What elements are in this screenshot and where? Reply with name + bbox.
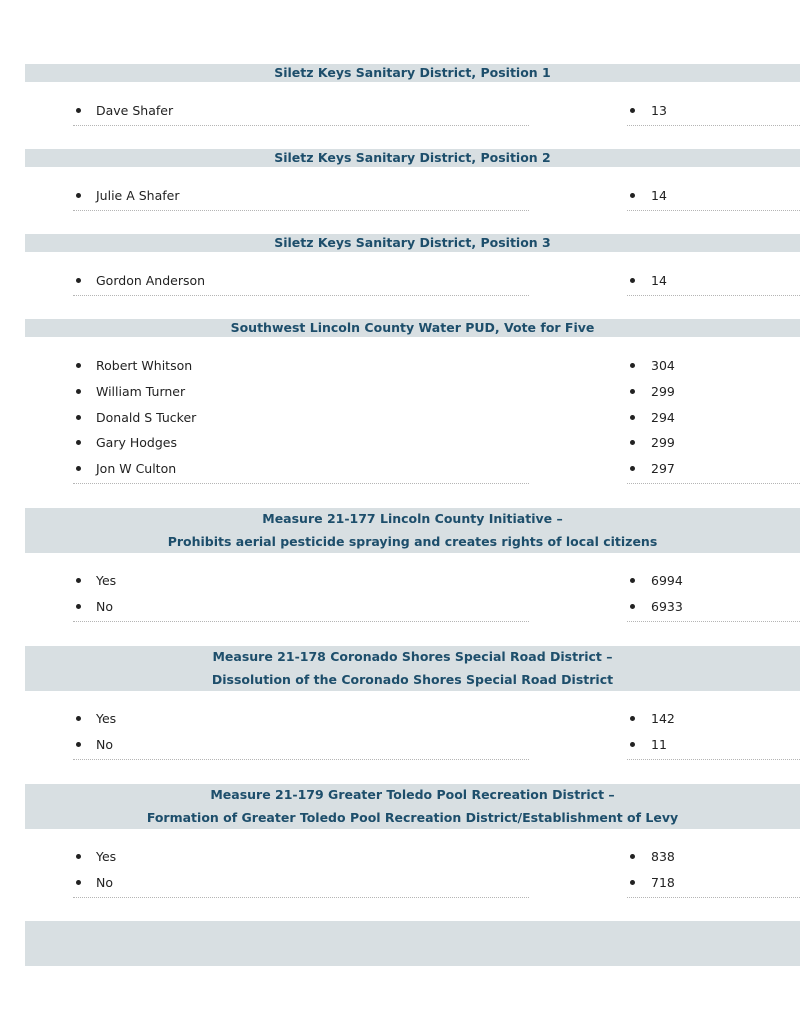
candidate-name: Gary Hodges	[96, 435, 177, 451]
bullet-icon	[76, 604, 81, 609]
vote-row	[627, 269, 800, 296]
vote-row	[627, 569, 800, 595]
bullet-icon	[76, 440, 81, 445]
candidate-row	[73, 457, 529, 484]
vote-count: 142	[651, 711, 675, 726]
candidate-row	[73, 845, 529, 871]
bullet-icon	[76, 742, 81, 747]
candidate-name: Julie A Shafer	[96, 188, 180, 203]
vote-count: 14	[651, 273, 667, 288]
bullet-icon	[76, 363, 81, 368]
section-title-line: Prohibits aerial pesticide spraying and creates rights of local citizens	[167, 533, 658, 549]
section-title-line: Dissolution of the Coronado Shores Special Road District	[211, 671, 614, 687]
vote-count: 294	[651, 409, 675, 425]
candidate-row	[73, 99, 529, 126]
bullet-icon	[630, 854, 635, 859]
candidate-row	[73, 595, 529, 622]
candidate-row	[73, 871, 529, 898]
candidate-name: Gordon Anderson	[96, 273, 206, 288]
bullet-icon	[630, 415, 635, 420]
vote-count: 304	[651, 358, 675, 373]
bullet-icon	[76, 466, 81, 471]
section-title-line: Siletz Keys Sanitary District, Position 1	[274, 65, 551, 80]
section-header	[25, 234, 800, 252]
candidate-row	[73, 380, 529, 406]
vote-row	[627, 733, 800, 760]
candidate-name: Yes	[96, 849, 117, 864]
section-header	[25, 508, 800, 553]
section-title-line: Measure 21-177 Lincoln County Initiative –	[262, 511, 563, 526]
bullet-icon	[630, 108, 635, 113]
section-header	[25, 646, 800, 691]
vote-count: 6994	[651, 573, 683, 588]
candidate-row	[73, 707, 529, 733]
bullet-icon	[76, 193, 81, 198]
vote-row	[627, 595, 800, 622]
vote-count: 297	[651, 461, 675, 477]
vote-count: 6933	[651, 598, 683, 614]
candidate-name: No	[96, 874, 113, 890]
bullet-icon	[76, 716, 81, 721]
section-title-line: Southwest Lincoln County Water PUD, Vote for Five	[230, 320, 595, 335]
bullet-icon	[76, 108, 81, 113]
vote-row	[627, 184, 800, 211]
bullet-icon	[76, 415, 81, 420]
vote-row	[627, 871, 800, 898]
candidate-row	[73, 431, 529, 457]
vote-row	[627, 99, 800, 126]
vote-count: 718	[651, 874, 675, 890]
bullet-icon	[630, 578, 635, 583]
empty-section-bar	[25, 921, 800, 966]
vote-row	[627, 457, 800, 484]
bullet-icon	[630, 389, 635, 394]
bullet-icon	[630, 278, 635, 283]
bullet-icon	[76, 389, 81, 394]
vote-row	[627, 707, 800, 733]
candidate-row	[73, 269, 529, 296]
candidate-row	[73, 569, 529, 595]
section-title-line: Measure 21-179 Greater Toledo Pool Recreation District –	[210, 787, 615, 802]
bullet-icon	[630, 604, 635, 609]
vote-count: 13	[651, 103, 667, 118]
section-title-line: Siletz Keys Sanitary District, Position 2	[274, 150, 551, 165]
bullet-icon	[630, 466, 635, 471]
section-header	[25, 149, 800, 167]
candidate-row	[73, 733, 529, 760]
vote-count: 838	[651, 849, 675, 864]
candidate-name: No	[96, 598, 113, 614]
candidate-row	[73, 354, 529, 380]
vote-row	[627, 406, 800, 432]
candidate-name: Robert Whitson	[96, 358, 193, 373]
candidate-name: Yes	[96, 711, 117, 726]
vote-row	[627, 354, 800, 380]
bullet-icon	[76, 278, 81, 283]
vote-count: 11	[651, 736, 667, 752]
vote-row	[627, 845, 800, 871]
bullet-icon	[76, 854, 81, 859]
bullet-icon	[630, 440, 635, 445]
bullet-icon	[630, 716, 635, 721]
section-header	[25, 319, 800, 337]
section-header	[25, 64, 800, 82]
vote-count: 299	[651, 383, 675, 399]
candidate-name: Yes	[96, 573, 117, 588]
candidate-name: Jon W Culton	[96, 461, 177, 477]
vote-row	[627, 431, 800, 457]
section-title-line: Measure 21-178 Coronado Shores Special Road District –	[212, 649, 613, 664]
vote-count: 14	[651, 188, 667, 203]
bullet-icon	[76, 880, 81, 885]
candidate-name: William Turner	[96, 383, 186, 399]
candidate-name: Donald S Tucker	[96, 409, 197, 425]
bullet-icon	[76, 578, 81, 583]
section-title-line: Formation of Greater Toledo Pool Recreation District/Establishment of Levy	[146, 809, 679, 825]
section-header	[25, 784, 800, 829]
candidate-row	[73, 184, 529, 211]
bullet-icon	[630, 742, 635, 747]
bullet-icon	[630, 193, 635, 198]
vote-row	[627, 380, 800, 406]
candidate-name: Dave Shafer	[96, 103, 174, 118]
section-title-line: Siletz Keys Sanitary District, Position 3	[274, 235, 551, 250]
candidate-name: No	[96, 736, 113, 752]
vote-count: 299	[651, 435, 675, 451]
bullet-icon	[630, 880, 635, 885]
candidate-row	[73, 406, 529, 432]
bullet-icon	[630, 363, 635, 368]
